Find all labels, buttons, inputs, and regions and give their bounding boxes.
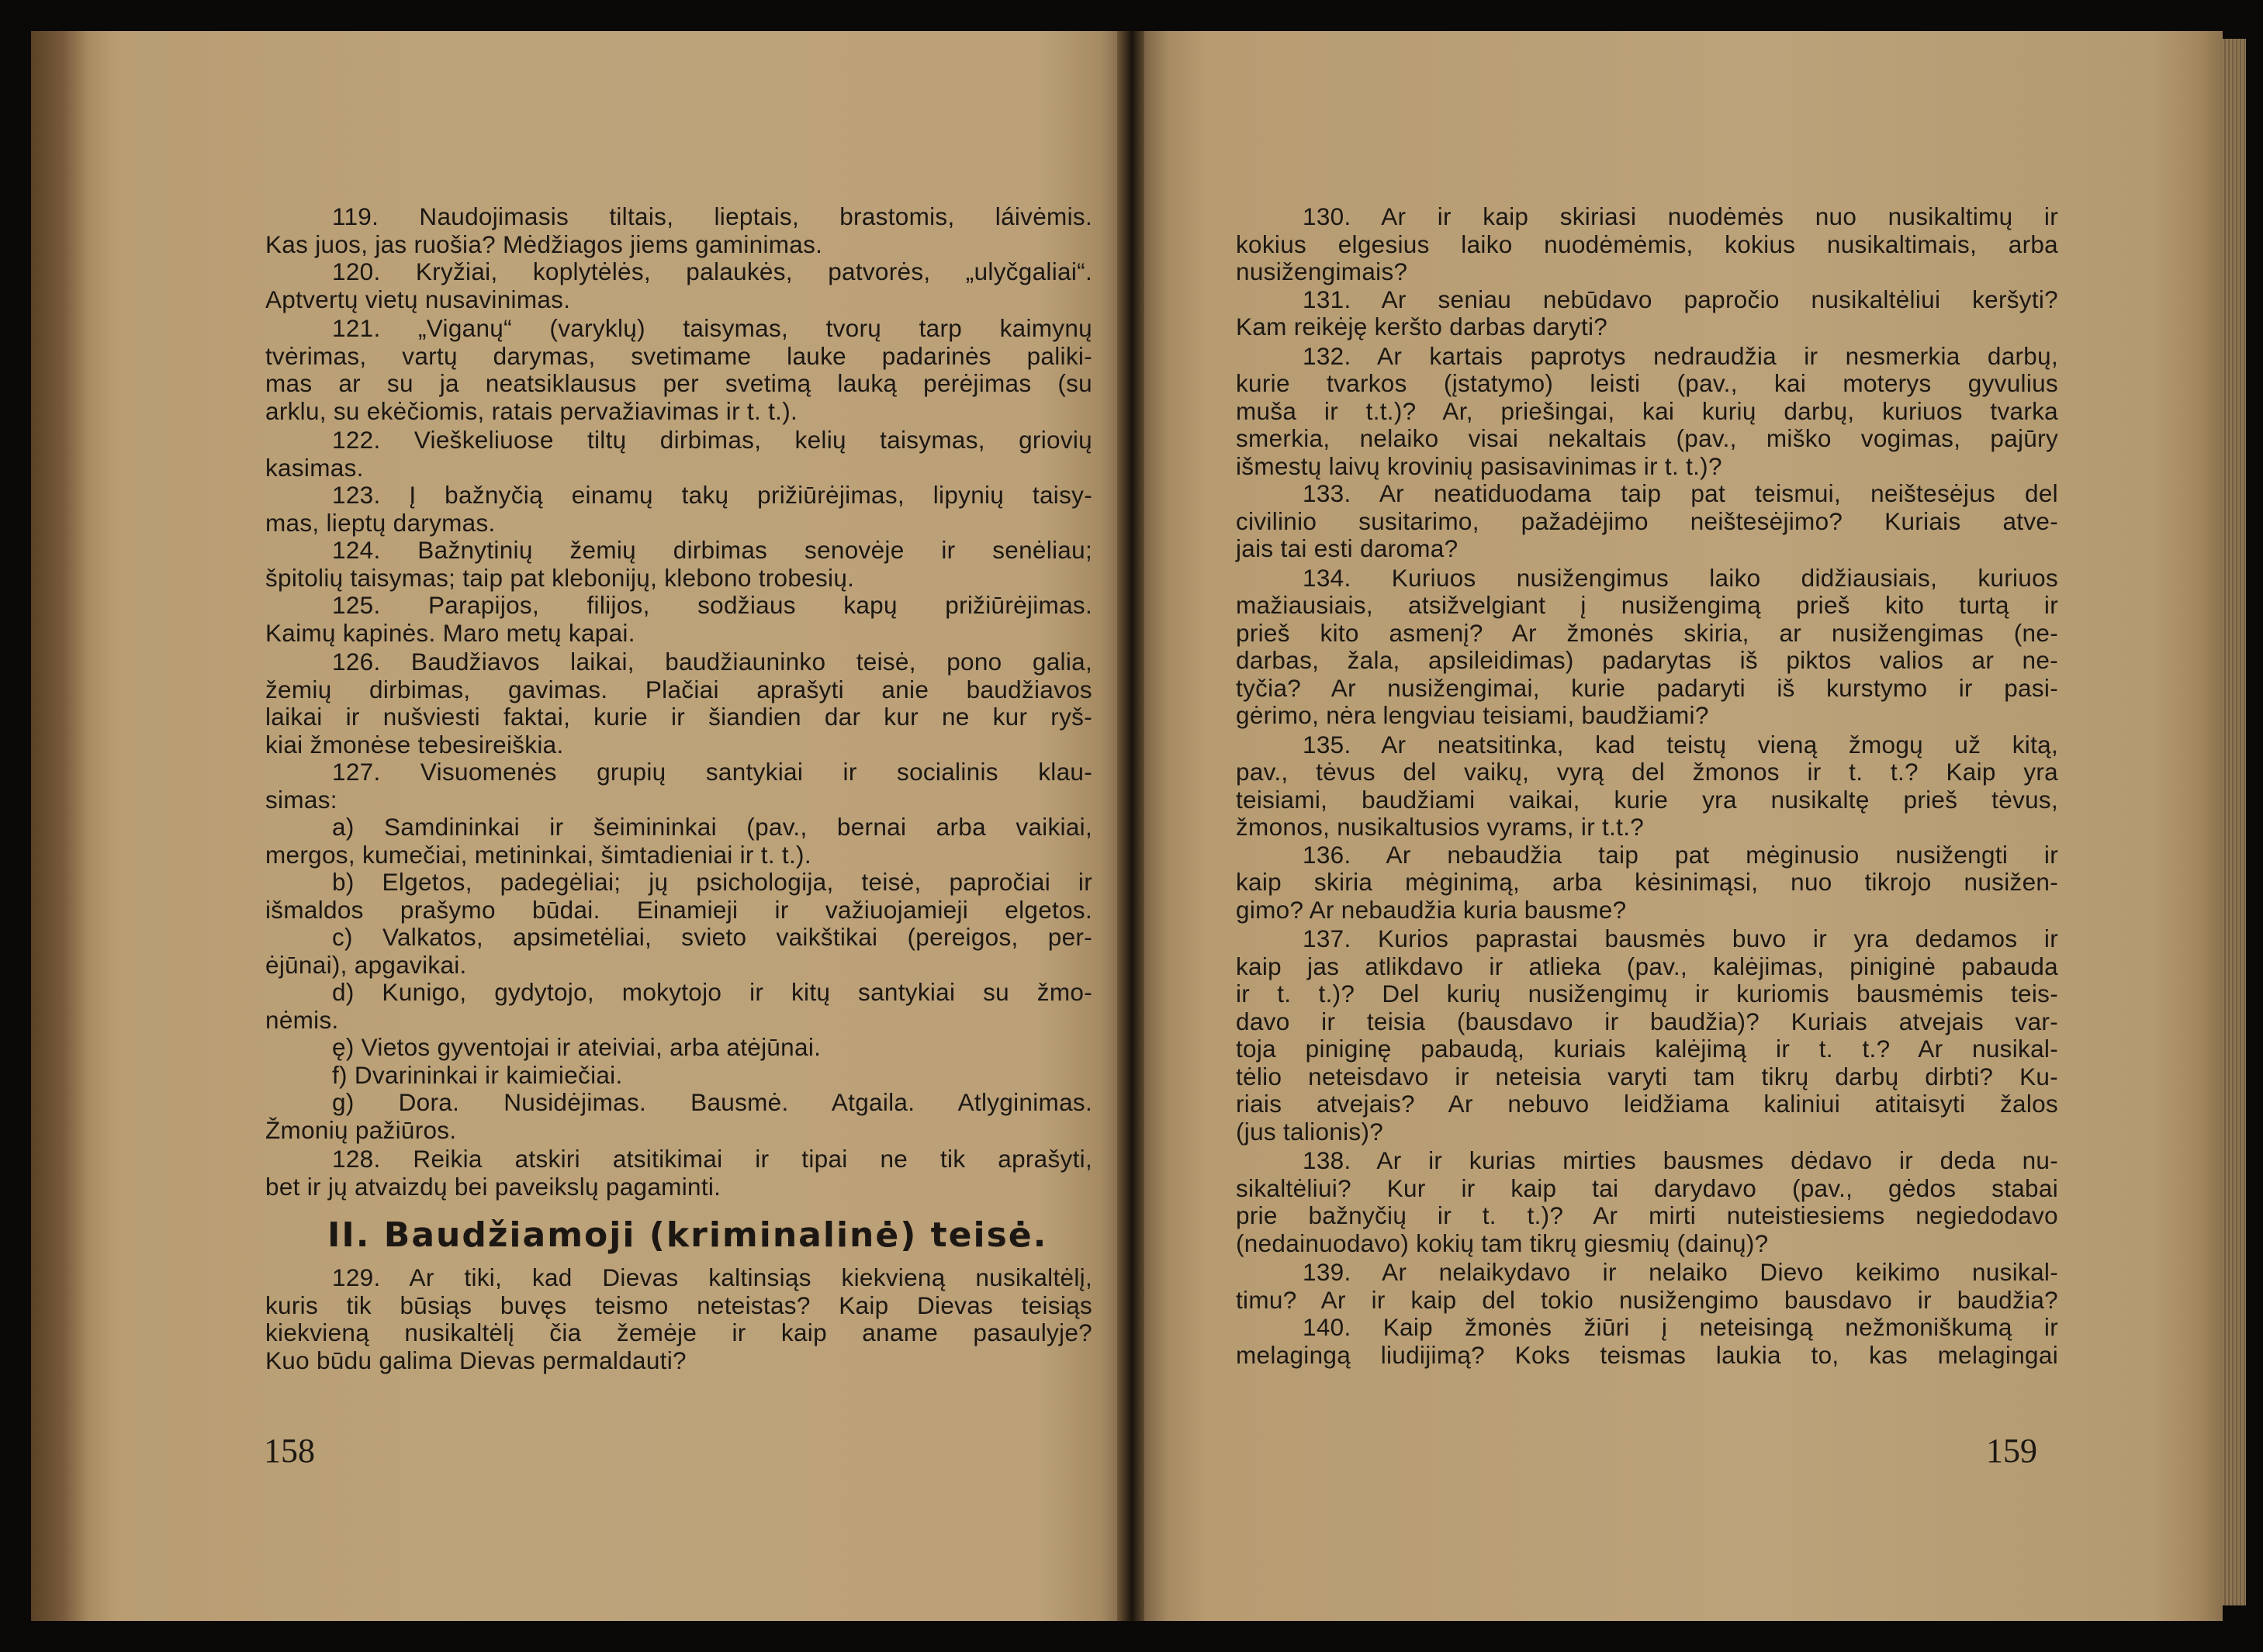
text-line: išmaldos prašymo būdai. Einamieji ir važiuojamieji elgetos.	[265, 895, 1092, 924]
text-line: simas:	[265, 785, 337, 814]
left-page	[31, 31, 1117, 1621]
text-line: sikaltėliui? Kur ir kaip tai darydavo (pav., gėdos stabai	[1236, 1173, 2058, 1202]
text-line: civilinio susitarimo, pažadėjimo neištesėjimo? Kuriais atve-	[1236, 506, 2058, 535]
page-edges	[2223, 39, 2246, 1605]
text-line: bet ir jų atvaizdų bei paveikslų pagaminti.	[265, 1172, 721, 1201]
text-line: smerkia, nelaiko visai nekaltais (pav., miško vogimas, pajūry	[1236, 424, 2058, 452]
text-line: 121. „Viganų“ (varyklų) taisymas, tvorų tarp kaimynų	[332, 314, 1092, 342]
text-line: nusižengimais?	[1236, 257, 1408, 285]
text-line: ę) Vietos gyventojai ir ateiviai, arba atėjūnai.	[332, 1033, 822, 1061]
text-line: gimo? Ar nebaudžia kuria bausme?	[1236, 895, 1627, 924]
text-line: 129. Ar tiki, kad Dievas kaltinsiąs kiekvieną nusikaltėlį,	[332, 1263, 1092, 1291]
text-line: mas, lieptų darymas.	[265, 508, 496, 537]
right-paragraphs	[1236, 203, 2058, 1369]
text-line: d) Kunigo, gydytojo, mokytojo ir kitų santykiai su žmo-	[332, 978, 1092, 1006]
page-number-left: 158	[264, 1432, 315, 1470]
text-line: 119. Naudojimasis tiltais, lieptais, brastomis, láivėmis.	[332, 202, 1092, 230]
text-line: žmonos, nusikaltusios vyrams, ir t.t.?	[1236, 813, 1645, 841]
text-line: f) Dvarininkai ir kaimiečiai.	[332, 1060, 623, 1089]
text-line: tyčia? Ar nusižengimai, kurie padaryti iš kurstymo ir pasi-	[1236, 673, 2058, 702]
text-line: arklu, su ekėčiomis, ratais pervažiavimas ir t. t.).	[265, 396, 798, 425]
text-line: špitolių taisymas; taip pat klebonijų, klebono trobesių.	[265, 563, 855, 592]
text-line: 130. Ar ir kaip skiriasi nuodėmės nuo nusikaltimų ir	[1303, 202, 2058, 230]
text-line: timu? Ar ir kaip del tokio nusižengimo bausdavo ir baudžia?	[1236, 1285, 2058, 1314]
text-line: 125. Parapijos, filijos, sodžiaus kapų prižiūrėjimas.	[332, 591, 1092, 619]
text-line: tvėrimas, vartų darymas, svetimame lauke padarinės paliki-	[265, 341, 1092, 370]
text-line: 134. Kuriuos nusižengimus laiko didžiausiais, kuriuos	[1303, 563, 2058, 592]
text-line: 137. Kurios paprastai bausmės buvo ir yra dedamos ir	[1303, 924, 2058, 952]
text-line: nėmis.	[265, 1005, 339, 1034]
section-heading: II. Baudžiamoji (kriminalinė) teisė.	[327, 1215, 1048, 1255]
text-line: teisiami, baudžiami vaikai, kurie yra nusikaltę prieš tėvus,	[1236, 785, 2058, 814]
text-line: 135. Ar neatsitinka, kad teistų vieną žmogų už kitą,	[1303, 730, 2058, 759]
text-line: 136. Ar nebaudžia taip pat mėginusio nusižengti ir	[1303, 840, 2058, 869]
text-line: mas ar su ja neatsiklausus per svetimą lauką perėjimas (su	[265, 369, 1092, 397]
text-line: Žmonių pažiūros.	[265, 1115, 457, 1144]
text-line: muša ir t.t.)? Ar, priešingai, kai kurių darbų, kuriuos tvarka	[1236, 396, 2058, 425]
right-page	[1144, 31, 2223, 1621]
text-line: 133. Ar neatiduodama taip pat teismui, neištesėjus del	[1303, 479, 2058, 507]
text-line: darbas, žala, apsileidimas) padarytas iš piktos valios ar ne-	[1236, 646, 2058, 674]
text-line: 120. Kryžiai, koplytėlės, palaukės, patvorės, „ulyčgaliai“.	[332, 257, 1092, 285]
text-line: Kas juos, jas ruošia? Mėdžiagos jiems gaminimas.	[265, 230, 823, 258]
text-line: prieš kito asmenį? Ar žmonės skiria, ar nusižengimas (ne-	[1236, 618, 2058, 647]
text-line: c) Valkatos, apsimetėliai, svieto vaikštikai (pereigos, per-	[332, 923, 1092, 951]
page-number-right: 159	[1986, 1432, 2037, 1470]
text-line: 124. Bažnytinių žemių dirbimas senovėje ir senėliau;	[332, 536, 1092, 564]
text-line: mažiausiais, atsižvelgiant į nusižengimą prieš kito turtą ir	[1236, 591, 2058, 619]
text-line: 140. Kaip žmonės žiūri į neteisingą nežmoniškumą ir	[1303, 1313, 2058, 1341]
text-line: 127. Visuomenės grupių santykiai ir socialinis klau-	[332, 758, 1092, 786]
text-line: Kuo būdu galima Dievas permaldauti?	[265, 1346, 687, 1374]
text-line: Kam reikėję keršto darbas daryti?	[1236, 313, 1608, 340]
left-page-text	[265, 203, 1092, 1374]
text-line: g) Dora. Nusidėjimas. Bausmė. Atgaila. Atlyginimas.	[332, 1088, 1092, 1116]
text-line: kaip jas atlikdavo ir atlieka (pav., kalėjimas, piniginė pabauda	[1236, 952, 2058, 980]
text-line: 123. Į bažnyčią einamų takų prižiūrėjimas, lipynių taisy-	[332, 481, 1092, 509]
text-line: kokius elgesius laiko nuodėmėmis, kokius nusikaltimais, arba	[1236, 230, 2058, 258]
text-line: (nedainuodavo) kokių tam tikrų giesmių (dainų)?	[1236, 1229, 1769, 1257]
text-line: kurie tvarkos (įstatymo) leisti (pav., kai moterys gyvulius	[1236, 369, 2058, 397]
text-line: riais atvejais? Ar nebuvo leidžiama kaliniui atitaisyti žalos	[1236, 1090, 2058, 1118]
right-page-text	[1236, 203, 2058, 1369]
text-line: ėjūnai), apgavikai.	[265, 950, 467, 979]
text-line: Kaimų kapinės. Maro metų kapai.	[265, 618, 635, 647]
text-line: žemių dirbimas, gavimas. Plačiai aprašyti anie baudžiavos	[265, 675, 1092, 703]
text-line: melagingą liudijimą? Koks teismas laukia to, kas melagingai	[1236, 1340, 2058, 1369]
text-line: 131. Ar seniau nebūdavo papročio nusikaltėliui keršyti?	[1303, 285, 2058, 313]
text-line: a) Samdininkai ir šeimininkai (pav., bernai arba vaikiai,	[332, 813, 1092, 841]
text-line: 126. Baudžiavos laikai, baudžiauninko teisė, pono galia,	[332, 648, 1092, 676]
text-line: kuris tik būsiąs buvęs teismo neteistas? Kaip Dievas teisiąs	[265, 1291, 1092, 1319]
text-line: kiekvieną nusikaltėlį čia žemėje ir kaip aname pasaulyje?	[265, 1318, 1092, 1346]
text-line: 138. Ar ir kurias mirties bausmes dėdavo ir deda nu-	[1303, 1146, 2058, 1174]
text-line: 122. Vieškeliuose tiltų dirbimas, kelių taisymas, griovių	[332, 426, 1092, 454]
text-line: prie bažnyčių ir t. t.)? Ar mirti nuteistiesiems negiedodavo	[1236, 1201, 2058, 1229]
text-line: kiai žmonėse tebesireiškia.	[265, 730, 564, 759]
text-line: 139. Ar nelaikydavo ir nelaiko Dievo keikimo nusikal-	[1303, 1258, 2058, 1286]
left-paragraphs-after-heading	[265, 1264, 1092, 1374]
text-line: pav., tėvus del vaikų, vyrą del žmonos ir t. t.? Kaip yra	[1236, 758, 2058, 786]
text-line: tėlio neteisdavo ir neteisia varyti tam tikrų darbų dirbti? Ku-	[1236, 1062, 2058, 1090]
text-line: (jus talionis)?	[1236, 1117, 1384, 1146]
text-line: b) Elgetos, padegėliai; jų psichologija, teisė, papročiai ir	[332, 868, 1092, 896]
text-line: 128. Reikia atskiri atsitikimai ir tipai ne tik aprašyti,	[332, 1145, 1092, 1173]
text-line: jais tai esti daroma?	[1236, 534, 1458, 562]
text-line: Aptvertų vietų nusavinimas.	[265, 285, 571, 313]
text-line: mergos, kumečiai, metininkai, šimtadieniai ir t. t.).	[265, 840, 811, 869]
text-line: ir t. t.)? Del kurių nusižengimų ir kuriomis bausmėmis teis-	[1236, 980, 2058, 1007]
text-line: 132. Ar kartais paprotys nedraudžia ir nesmerkia darbų,	[1303, 341, 2058, 370]
text-line: kasimas.	[265, 453, 364, 482]
text-line: išmestų laivų krovinių pasisavinimas ir t. t.)?	[1236, 451, 1722, 480]
text-line: davo ir teisia (bausdavo ir baudžia)? Kuriais atvejais var-	[1236, 1007, 2058, 1035]
text-line: toja piniginę pabaudą, kuriais kalėjimą ir t. t.? Ar nusikal-	[1236, 1035, 2058, 1063]
text-line: kaip skiria mėginimą, arba kėsinimąsi, nuo tikrojo nusižen-	[1236, 868, 2058, 896]
text-line: gėrimo, nėra lengviau teisiami, baudžiami?	[1236, 701, 1709, 729]
book-gutter	[1117, 31, 1144, 1621]
text-line: laikai ir nušviesti faktai, kurie ir šiandien dar kur ne kur ryš-	[265, 703, 1092, 731]
left-paragraphs	[265, 203, 1092, 1201]
